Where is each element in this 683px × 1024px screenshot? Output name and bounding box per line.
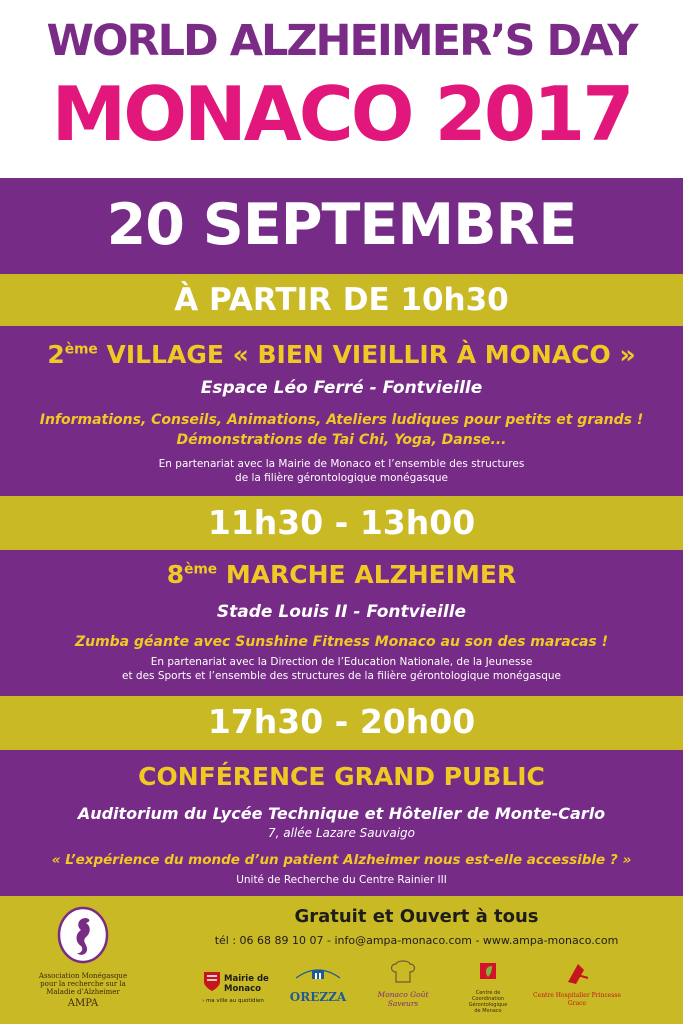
ccg-logo (458, 960, 518, 1018)
time-banner-3 (0, 696, 683, 750)
partner-note: Unité de Recherche du Centre Rainier III (236, 874, 447, 886)
event-description: Démonstrations de Tai Chi, Yoga, Danse... (176, 432, 507, 448)
time-label: 17h30 - 20h00 (207, 702, 476, 741)
contact-info: tél : 06 68 89 10 07 - info@ampa-monaco.com - www.ampa-monaco.com (214, 934, 619, 947)
event-description: « L’expérience du monde d’un patient Alzheimer nous est-elle accessible ? » (51, 852, 632, 868)
chef-hat-icon (372, 958, 434, 986)
orezza-crest-icon (288, 960, 348, 986)
time-label: 11h30 - 13h00 (207, 503, 476, 542)
gout-saveurs-logo (372, 958, 434, 1018)
event-section-conference (0, 750, 683, 896)
partner-note: de la filière gérontologique monégasque (235, 472, 448, 484)
mairie-logo (200, 968, 272, 1012)
time-banner-1 (0, 274, 683, 326)
event-place-year: MONACO 2017 (51, 70, 632, 158)
poster-header (0, 0, 683, 178)
chpg-logo (532, 960, 622, 1018)
event-name: WORLD ALZHEIMER’S DAY (46, 16, 637, 66)
orezza-logo (288, 960, 348, 1016)
event-description: Zumba géante avec Sunshine Fitness Monaco au son des maracas ! (74, 634, 609, 650)
footer (0, 896, 683, 1024)
ampa-caption: pour la recherche sur la (40, 980, 126, 988)
time-banner-2 (0, 496, 683, 550)
event-title: CONFÉRENCE GRAND PUBLIC (138, 762, 545, 791)
coat-of-arms-icon (202, 970, 222, 992)
orezza-label: OREZZA (289, 990, 347, 1004)
ampa-caption: AMPA (67, 998, 99, 1009)
ampa-caption: Association Monégasque (38, 972, 128, 980)
event-address: 7, allée Lazare Sauvaigo (267, 826, 415, 840)
seahorse-icon (28, 906, 138, 964)
event-section-marche (0, 550, 683, 696)
chpg-label: Centre Hospitalier Princesse Grace (533, 992, 621, 1007)
free-entry-tagline: Gratuit et Ouvert à tous (294, 906, 539, 927)
partner-note: En partenariat avec la Direction de l’Education Nationale, de la Jeunesse (150, 656, 533, 668)
partner-note: En partenariat avec la Mairie de Monaco et l’ensemble des structures (158, 458, 525, 470)
gout-saveurs-label: Monaco Goût Saveurs (377, 990, 429, 1008)
event-venue: Espace Léo Ferré - Fontvieille (200, 378, 483, 398)
time-label: À PARTIR DE 10h30 (174, 282, 509, 318)
mairie-label: Mairie de Monaco (224, 974, 269, 994)
leaf-icon (458, 960, 518, 986)
ccg-label: Centre de Coordination Gérontologique de Monaco (468, 990, 508, 1014)
partner-note: et des Sports et l’ensemble des structures de la filière gérontologique monégasque (122, 670, 561, 682)
event-date: 20 SEPTEMBRE (106, 192, 577, 258)
event-venue: Auditorium du Lycée Technique et Hôtelier de Monte-Carlo (77, 804, 606, 823)
mairie-sub: › ma ville au quotidien (202, 998, 264, 1004)
chpg-emblem-icon (532, 960, 622, 988)
ampa-logo (28, 906, 138, 1020)
ampa-caption: Maladie d’Alzheimer (46, 988, 120, 996)
event-description: Informations, Conseils, Animations, Ateliers ludiques pour petits et grands ! (39, 412, 644, 428)
event-title: 8ème MARCHE ALZHEIMER (166, 560, 517, 589)
event-section-village (0, 326, 683, 496)
event-venue: Stade Louis II - Fontvieille (216, 602, 467, 622)
date-banner (0, 178, 683, 274)
event-title: 2ème VILLAGE « BIEN VIEILLIR À MONACO » (47, 340, 636, 369)
